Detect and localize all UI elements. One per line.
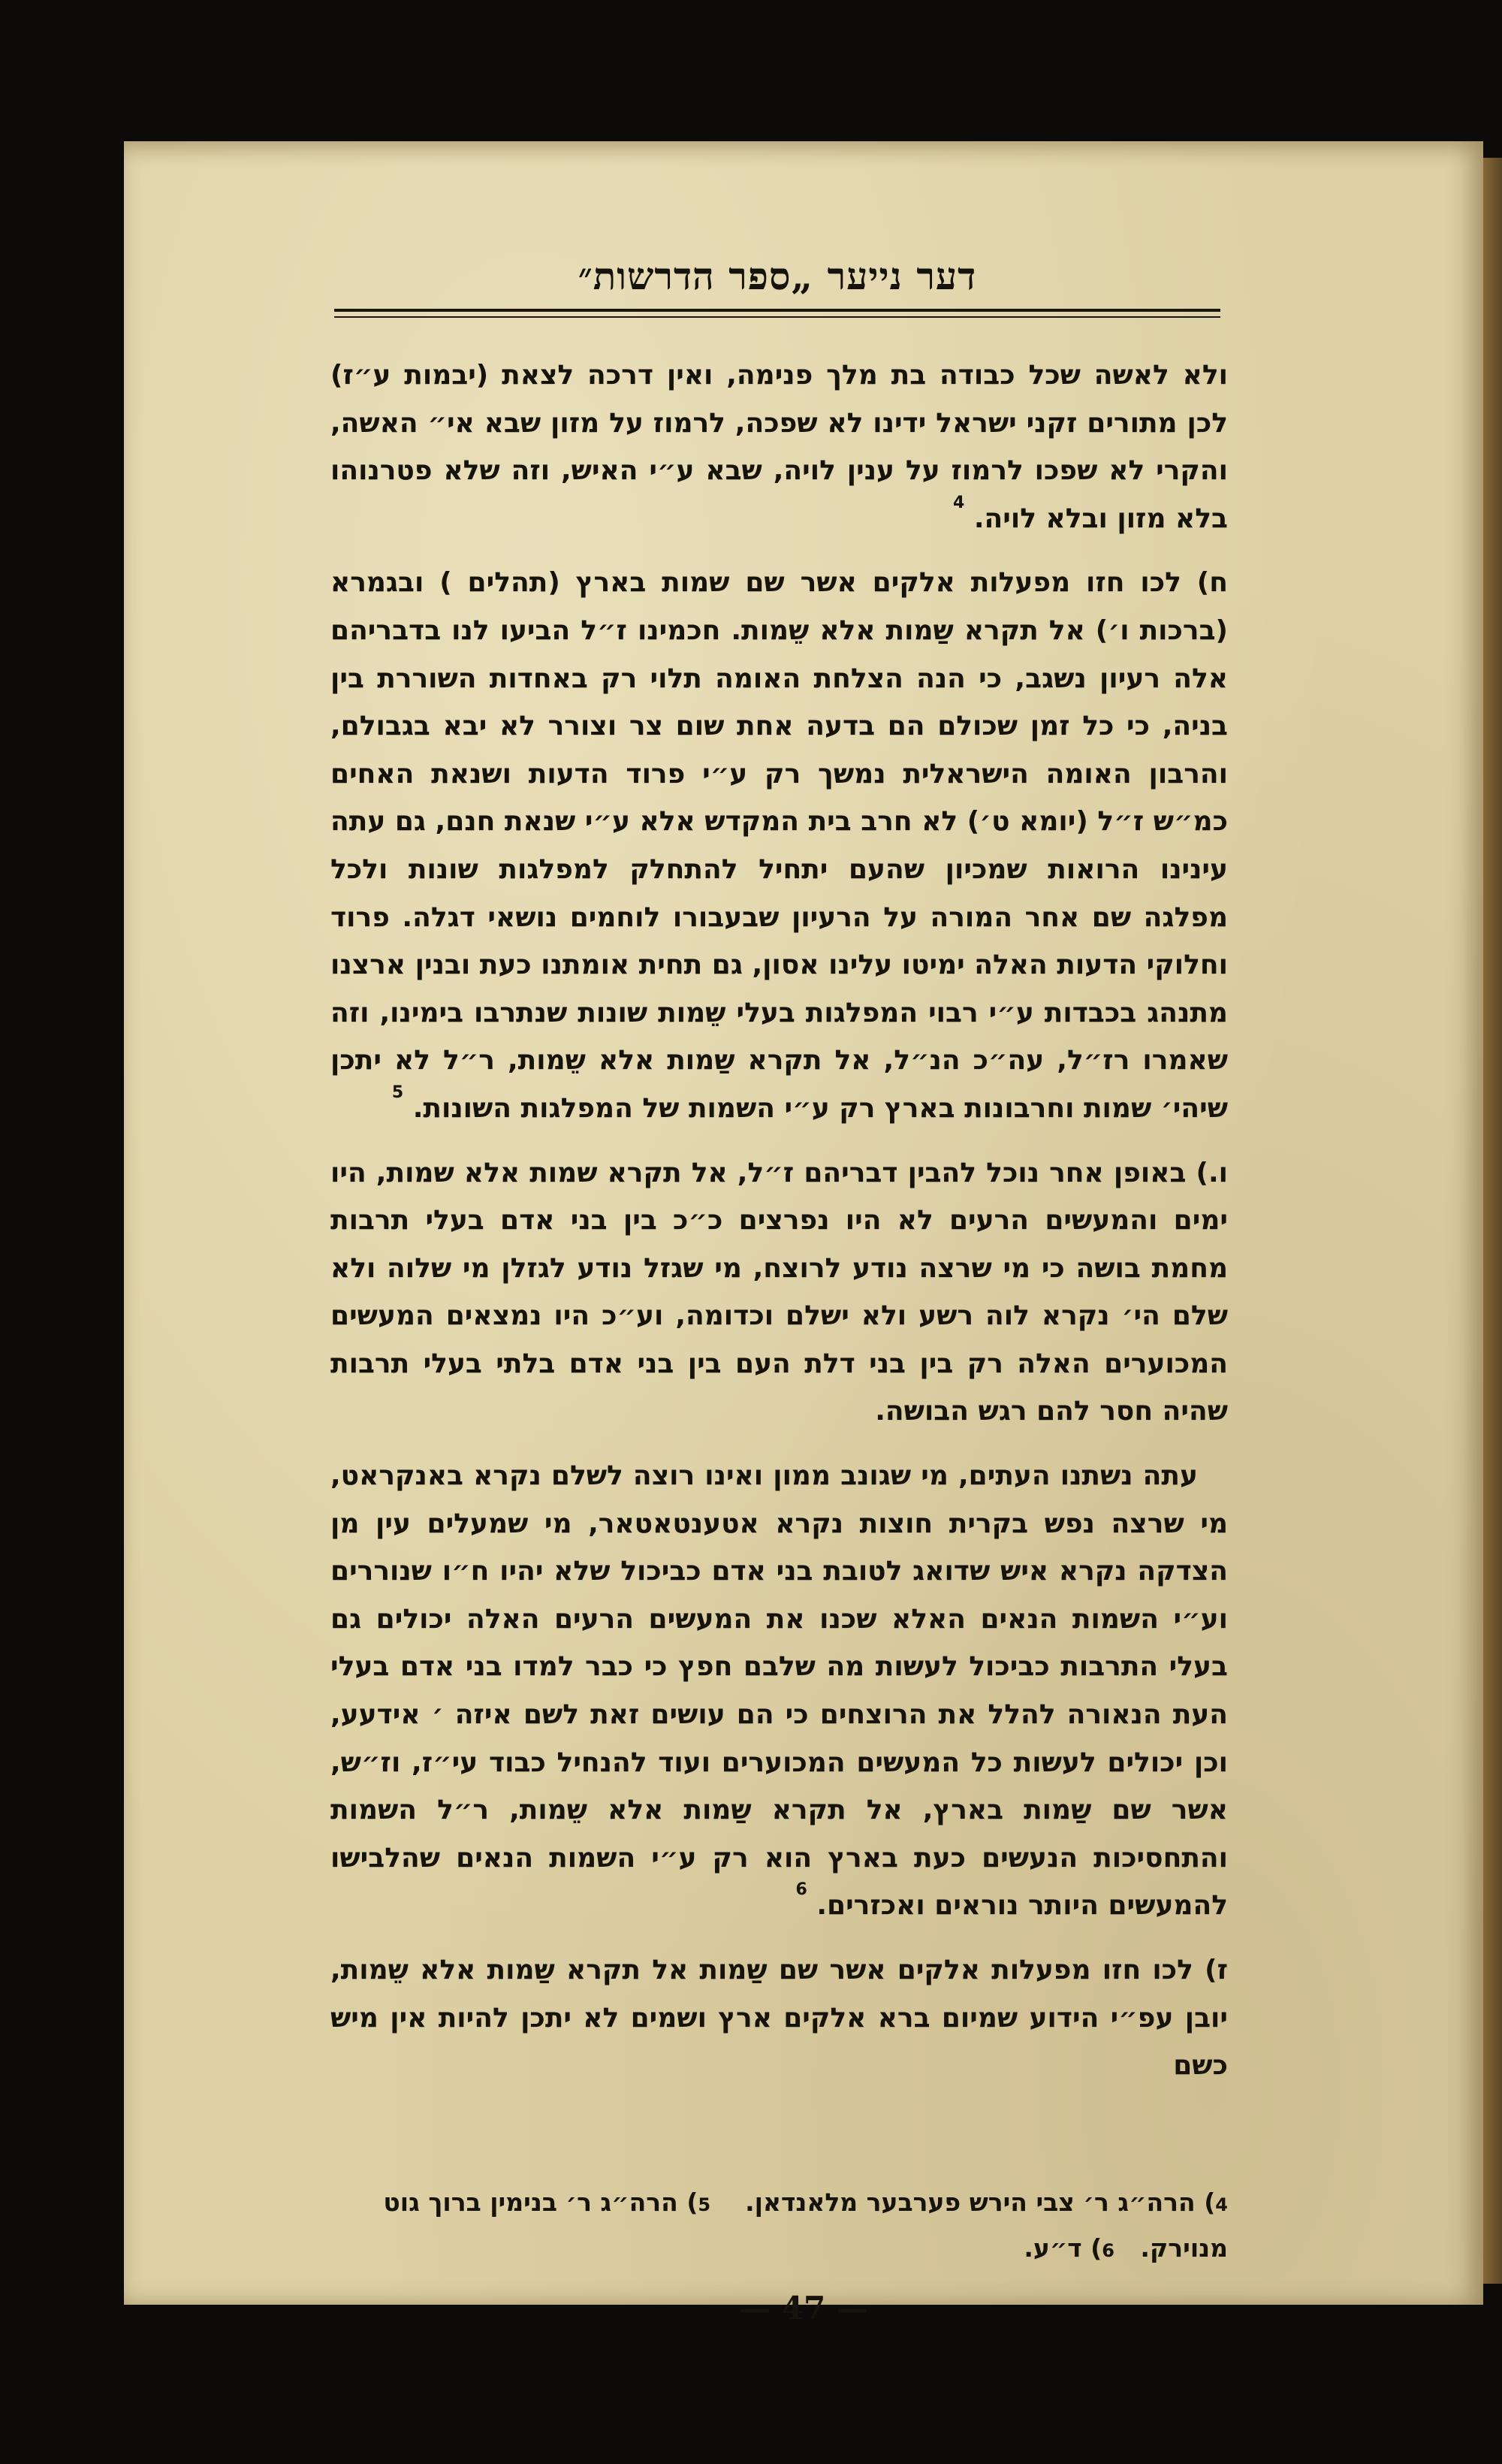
footnote-line-2: מנוירק. 6) ד״ע. (1024, 2233, 1228, 2263)
footnote-number-6: 6 (1102, 2240, 1114, 2261)
footnote-ref-4: 4 (952, 493, 965, 512)
paragraph-5 (330, 1946, 1228, 2090)
footnotes (330, 2181, 1228, 2272)
paragraph-5-text: ז) לכו חזו מפעלות אלקים אשר שם שַמות אל תקרא שַמות אלא שֵמות, יובן עפ״י הידוע שמיום ברא אלקים ארץ ושמים לא יתכן להיות אין מיש כשם (330, 1955, 1228, 2082)
paragraph-3-text: ו.) באופן אחר נוכל להבין דבריהם ז״ל, אל תקרא שמות אלא שמות, היו ימים והמעשים הרעים לא היו נפרצים כ״כ בין בני אדם בעלי תרבות מחמת בושה כי מי שרצה נודע לרוצח, מי שגזל נודע לגזלן מי שלוה ולא שלם הי׳ נקרא לוה רשע ולא ישלם וכדומה, וע״כ היו נמצאים המעשים המכוערים האלה רק בין בני דלת העם בין בני אדם בלתי בעלי תרבות שהיה חסר להם רגש הבושה. (330, 1157, 1228, 1427)
main-text (330, 352, 1228, 2090)
running-header-title: דער נייער „ספר הדרשות״ (578, 254, 977, 298)
page-number: — 47 — (739, 2290, 868, 2327)
paragraph-1-text: ולא לאשה שכל כבודה בת מלך פנימה, ואין דרכה לצאת (יבמות ע״ז) לכן מתורים זקני ישראל ידינו לא שפכה, לרמוז על מזון שבא אי״ האשה, והקרי לא שפכו לרמוז על ענין לויה, שבא ע״י האיש, וזה שלא פטרנוהו בלא מזון ובלא לויה. (330, 360, 1228, 534)
paragraph-4-text: עתה נשתנו העתים, מי שגונב ממון ואינו רוצה לשלם נקרא באנקראט, מי שרצה נפש בקרית חוצות נקרא אטענטאטאר, מי שמעלים עין מן הצדקה נקרא איש שדואג לטובת בני אדם כביכול שלא יהיו ח״ו שנוררים וע״י השמות הנאים האלא שכנו את המעשים הרעים האלה יכולים גם בעלי התרבות כביכול לעשות מה שלבם חפץ כי כבר למדו בני אדם בעלי העת הנאורה להלל את הרוצחים כי הם עושים זאת לשם איזה ׳ אידעע, וכן יכולים לעשות כל המעשים המכוערים ועוד להנחיל כבוד עי״ז, וז״ש, אשר שם שַמות בארץ, אל תקרא שַמות אלא שֵמות, ר״ל השמות והתחסיכות הנעשים כעת בארץ הוא רק ע״י השמות הנאים שהלבישו להמעשים היותר נוראים ואכזרים. (330, 1460, 1228, 1922)
footnote-ref-5: 5 (391, 1083, 404, 1102)
footnote-text-4: הרה״ג ר׳ צבי הירש פערבער מלאנדאן. (745, 2188, 1196, 2217)
paragraph-4 (330, 1452, 1228, 1930)
footnote-text-5: הרה״ג ר׳ בנימין ברוך גוט (383, 2188, 678, 2217)
footnote-line-1: 4) הרה״ג ר׳ צבי הירש פערבער מלאנדאן. 5) הרה״ג ר׳ בנימין ברוך גוט (383, 2188, 1228, 2217)
running-header (334, 250, 1220, 329)
paragraph-2 (330, 559, 1228, 1132)
paragraph-3 (330, 1149, 1228, 1436)
footnote-number-4: 4 (1215, 2194, 1228, 2215)
footnote-text-5-cont: מנוירק. (1140, 2233, 1228, 2263)
header-rule-thick (334, 309, 1220, 312)
header-rule-thin (334, 316, 1220, 318)
footnote-number-5: 5 (698, 2194, 711, 2215)
paragraph-1 (330, 352, 1228, 542)
footnote-ref-6: 6 (795, 1880, 807, 1900)
paragraph-2-text: ח) לכו חזו מפעלות אלקים אשר שם שמות בארץ (תהלים ) ובגמרא (ברכות ו׳) אל תקרא שַמות אלא שֵמות. חכמינו ז״ל הביעו לנו בדבריהם אלה רעיון נשגב, כי הנה הצלחת האומה תלוי רק באחדות השוררת בין בניה, כי כל זמן שכולם הם בדעה אחת שום צר וצורר לא יבא בגבולם, והרבון האומה הישראלית נמשך רק ע״י פרוד הדעות ושנאת האחים כמ״ש ז״ל (יומא ט׳) לא חרב בית המקדש אלא ע״י שנאת חנם, גם עתה עינינו הרואות שמכיון שהעם יתחיל להתחלק למפלגות שונות ולכל מפלגה שם אחר המורה על הרעיון שבעבורו לוחמים נושאי דגלה. פרוד וחלוקי הדעות האלה ימיטו עלינו אסון, גם תחית אומתנו כעת ובנין ארצנו מתנהג בכבדות ע״י רבוי המפלגות בעלי שֵמות שונות שנתרבו בימינו, וזה שאמרו רז״ל, עה״כ הנ״ל, אל תקרא שַמות אלא שֵמות, ר״ל לא יתכן שיהי׳ שמות וחרבונות בארץ רק ע״י השמות של המפלגות השונות. (330, 567, 1228, 1124)
book-page (124, 141, 1483, 2327)
footnote-text-6: ד״ע. (1024, 2233, 1082, 2263)
